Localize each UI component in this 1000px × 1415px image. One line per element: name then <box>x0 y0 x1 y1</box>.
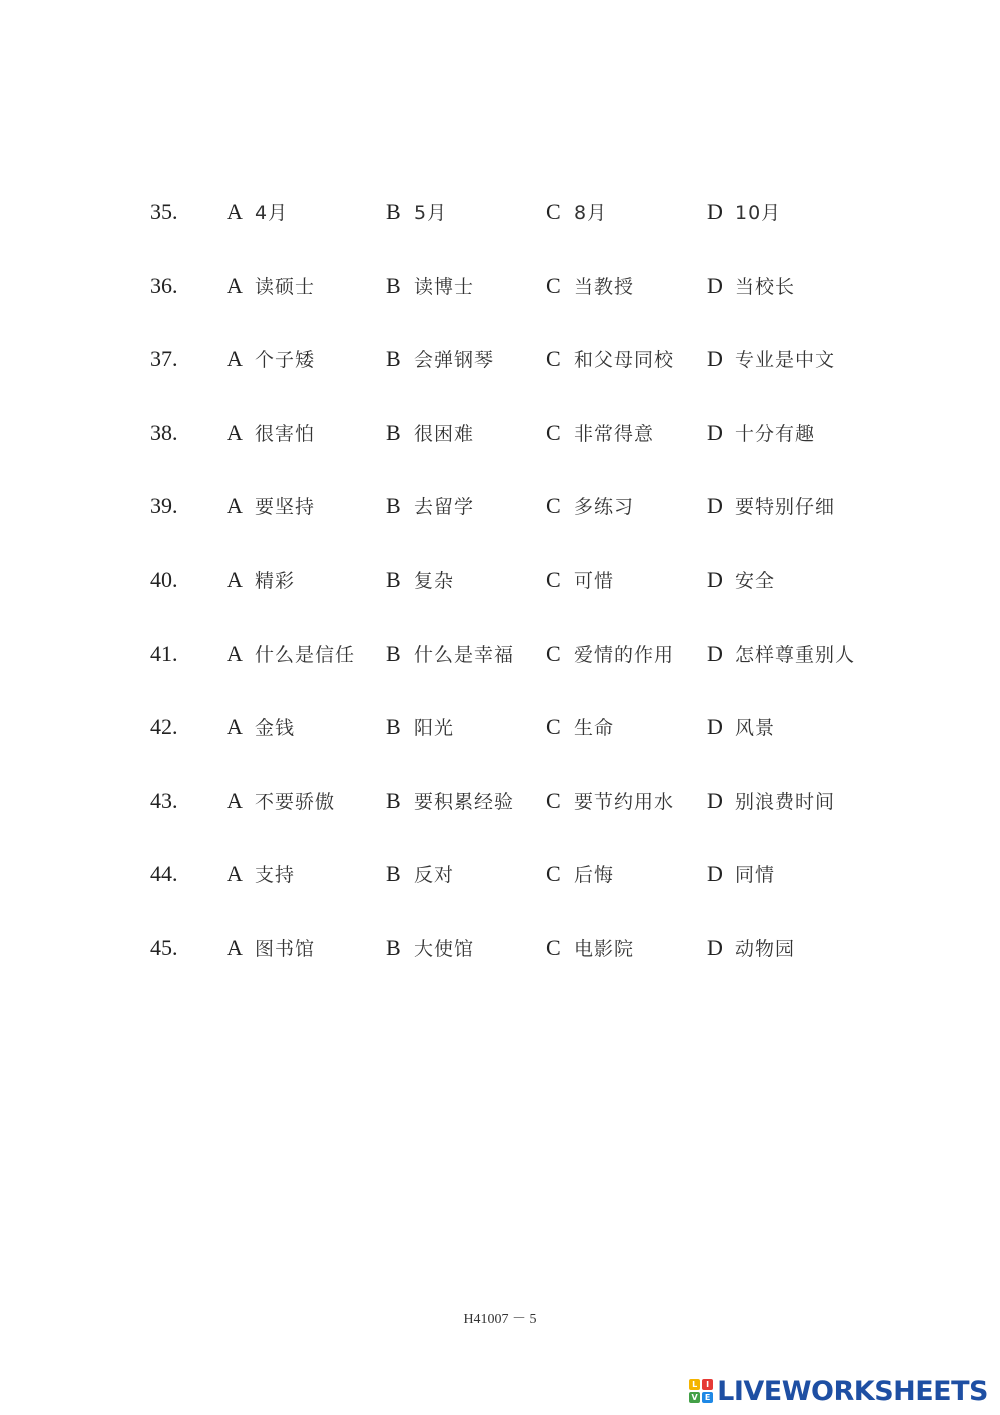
option-text: 要坚持 <box>255 496 316 519</box>
option-text: 4月 <box>255 202 289 224</box>
option-letter: C <box>546 419 561 445</box>
option-b[interactable] <box>386 558 454 603</box>
option-letter: B <box>386 566 401 592</box>
question-row <box>150 484 910 558</box>
option-letter: D <box>707 566 723 592</box>
option-text: 会弹钢琴 <box>414 349 495 372</box>
option-a[interactable] <box>227 852 295 897</box>
option-text: 要节约用水 <box>574 790 675 813</box>
option-b[interactable] <box>386 484 474 529</box>
question-row <box>150 558 910 632</box>
logo-tile: L <box>689 1379 700 1390</box>
option-d[interactable] <box>707 264 795 309</box>
option-b[interactable] <box>386 926 474 971</box>
option-d[interactable] <box>707 705 775 750</box>
option-letter: D <box>707 199 723 224</box>
option-a[interactable] <box>227 632 355 677</box>
option-text: 可惜 <box>574 569 615 592</box>
option-letter: A <box>227 346 243 372</box>
option-d[interactable] <box>707 411 815 456</box>
option-text: 精彩 <box>255 569 296 592</box>
question-row <box>150 190 910 264</box>
option-a[interactable] <box>227 190 288 235</box>
option-text: 支持 <box>255 864 296 887</box>
option-a[interactable] <box>227 337 315 382</box>
option-letter: D <box>707 787 723 813</box>
option-text: 很害怕 <box>255 422 316 445</box>
option-letter: B <box>386 934 401 960</box>
question-row <box>150 337 910 411</box>
option-letter: B <box>386 419 401 445</box>
option-a[interactable] <box>227 779 335 824</box>
option-letter: C <box>546 640 561 666</box>
option-text: 什么是信任 <box>255 643 356 666</box>
option-d[interactable] <box>707 190 781 235</box>
option-letter: B <box>386 640 401 666</box>
option-letter: B <box>386 714 401 740</box>
option-letter: D <box>707 640 723 666</box>
question-row <box>150 705 910 779</box>
question-number: 39. <box>150 493 178 519</box>
option-text: 电影院 <box>574 937 635 960</box>
option-text: 怎样尊重别人 <box>735 643 856 666</box>
option-letter: D <box>707 714 723 740</box>
option-text: 和父母同校 <box>574 349 675 372</box>
option-text: 别浪费时间 <box>735 790 836 813</box>
brand-name: LIVEWORKSHEETS <box>717 1375 988 1407</box>
option-d[interactable] <box>707 484 835 529</box>
question-number: 40. <box>150 566 178 592</box>
option-letter: A <box>227 199 243 224</box>
option-d[interactable] <box>707 852 775 897</box>
option-letter: A <box>227 861 243 887</box>
question-row <box>150 779 910 853</box>
option-letter: A <box>227 419 243 445</box>
option-letter: A <box>227 566 243 592</box>
option-b[interactable] <box>386 632 514 677</box>
option-d[interactable] <box>707 558 775 603</box>
option-text: 5月 <box>414 202 448 224</box>
option-letter: C <box>546 346 561 372</box>
option-text: 非常得意 <box>574 422 655 445</box>
option-text: 爱情的作用 <box>574 643 675 666</box>
question-number: 42. <box>150 714 178 740</box>
option-letter: D <box>707 419 723 445</box>
option-letter: D <box>707 861 723 887</box>
option-text: 多练习 <box>574 496 635 519</box>
option-a[interactable] <box>227 264 315 309</box>
option-text: 图书馆 <box>255 937 316 960</box>
option-letter: B <box>386 493 401 519</box>
option-text: 生命 <box>574 717 615 740</box>
question-list <box>150 190 910 1000</box>
option-text: 去留学 <box>414 496 475 519</box>
option-text: 金钱 <box>255 717 296 740</box>
option-text: 个子矮 <box>255 349 316 372</box>
option-text: 十分有趣 <box>735 422 816 445</box>
option-letter: B <box>386 787 401 813</box>
option-c[interactable] <box>546 705 614 750</box>
option-text: 当校长 <box>735 275 796 298</box>
option-letter: A <box>227 640 243 666</box>
option-c[interactable] <box>546 926 634 971</box>
option-b[interactable] <box>386 705 454 750</box>
option-text: 要特别仔细 <box>735 496 836 519</box>
liveworksheets-brand <box>689 1373 988 1409</box>
option-letter: B <box>386 272 401 298</box>
option-a[interactable] <box>227 558 295 603</box>
option-letter: D <box>707 272 723 298</box>
option-b[interactable] <box>386 779 514 824</box>
option-letter: A <box>227 272 243 298</box>
option-a[interactable] <box>227 484 315 529</box>
option-text: 大使馆 <box>414 937 475 960</box>
option-text: 风景 <box>735 717 776 740</box>
logo-tile: E <box>702 1392 713 1403</box>
option-letter: B <box>386 861 401 887</box>
option-c[interactable] <box>546 632 674 677</box>
option-a[interactable] <box>227 926 315 971</box>
liveworksheets-logo-icon <box>689 1379 713 1403</box>
option-text: 很困难 <box>414 422 475 445</box>
option-letter: C <box>546 861 561 887</box>
option-text: 10月 <box>735 202 782 224</box>
option-c[interactable] <box>546 484 634 529</box>
option-b[interactable] <box>386 337 494 382</box>
option-c[interactable] <box>546 411 654 456</box>
question-number: 41. <box>150 640 178 666</box>
page-number: H41007 － 5 <box>463 1312 537 1327</box>
question-number: 36. <box>150 272 178 298</box>
option-c[interactable] <box>546 779 674 824</box>
question-row <box>150 926 910 1000</box>
page-footer <box>0 1308 1000 1328</box>
option-letter: D <box>707 934 723 960</box>
option-letter: B <box>386 346 401 372</box>
option-b[interactable] <box>386 411 474 456</box>
option-letter: B <box>386 199 401 224</box>
option-letter: D <box>707 346 723 372</box>
question-number: 37. <box>150 346 178 372</box>
question-number: 43. <box>150 787 178 813</box>
option-letter: C <box>546 566 561 592</box>
option-c[interactable] <box>546 264 634 309</box>
option-b[interactable] <box>386 852 454 897</box>
option-text: 反对 <box>414 864 455 887</box>
option-letter: C <box>546 272 561 298</box>
option-text: 复杂 <box>414 569 455 592</box>
option-text: 读博士 <box>414 275 475 298</box>
logo-tile: I <box>702 1379 713 1390</box>
option-text: 动物园 <box>735 937 796 960</box>
logo-tile: V <box>689 1392 700 1403</box>
option-text: 要积累经验 <box>414 790 515 813</box>
option-text: 8月 <box>574 202 608 224</box>
option-text: 不要骄傲 <box>255 790 336 813</box>
option-text: 读硕士 <box>255 275 316 298</box>
option-letter: C <box>546 714 561 740</box>
question-number: 44. <box>150 861 178 887</box>
question-row <box>150 264 910 338</box>
option-text: 后悔 <box>574 864 615 887</box>
option-a[interactable] <box>227 705 295 750</box>
question-row <box>150 632 910 706</box>
option-letter: A <box>227 787 243 813</box>
option-letter: A <box>227 493 243 519</box>
option-d[interactable] <box>707 926 795 971</box>
option-text: 阳光 <box>414 717 455 740</box>
option-letter: D <box>707 493 723 519</box>
option-c[interactable] <box>546 852 614 897</box>
option-letter: C <box>546 787 561 813</box>
option-letter: A <box>227 714 243 740</box>
option-letter: C <box>546 493 561 519</box>
option-c[interactable] <box>546 558 614 603</box>
option-letter: C <box>546 199 561 224</box>
option-c[interactable] <box>546 190 607 235</box>
question-number: 35. <box>150 199 178 224</box>
question-number: 45. <box>150 934 178 960</box>
option-b[interactable] <box>386 264 474 309</box>
option-d[interactable] <box>707 632 855 677</box>
option-d[interactable] <box>707 337 835 382</box>
option-letter: C <box>546 934 561 960</box>
option-d[interactable] <box>707 779 835 824</box>
question-row <box>150 852 910 926</box>
option-c[interactable] <box>546 337 674 382</box>
option-a[interactable] <box>227 411 315 456</box>
question-row <box>150 411 910 485</box>
option-text: 什么是幸福 <box>414 643 515 666</box>
option-letter: A <box>227 934 243 960</box>
option-b[interactable] <box>386 190 447 235</box>
question-number: 38. <box>150 419 178 445</box>
option-text: 同情 <box>735 864 776 887</box>
option-text: 当教授 <box>574 275 635 298</box>
option-text: 安全 <box>735 569 776 592</box>
option-text: 专业是中文 <box>735 349 836 372</box>
